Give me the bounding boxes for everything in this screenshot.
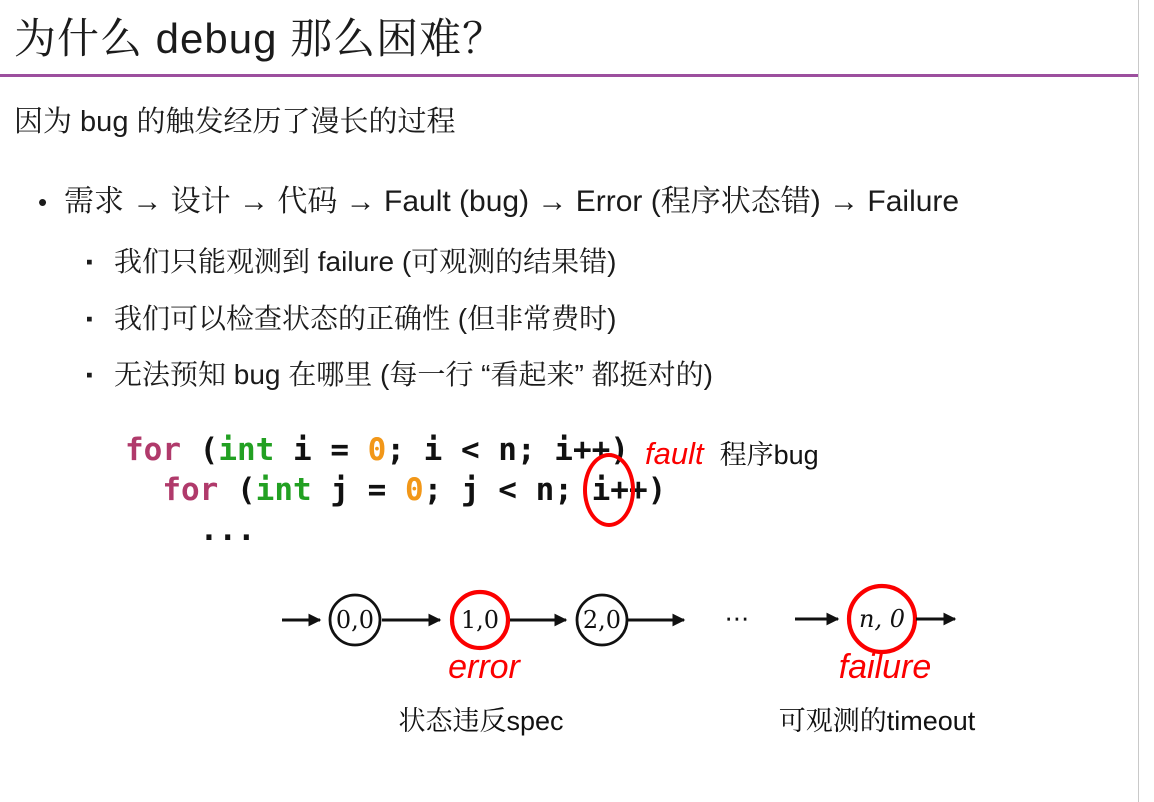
fault-caption: 程序bug bbox=[719, 440, 819, 470]
code-token: j = bbox=[311, 472, 405, 508]
state-node-label: n, 0 bbox=[859, 605, 905, 633]
sub-bullet-text: 无法预知 bug 在哪里 (每一行 “看起来” 都挺对的) bbox=[114, 359, 713, 390]
code-token: int bbox=[255, 472, 312, 508]
square-bullet-icon: ▪ bbox=[86, 252, 93, 273]
error-caption: 状态违反spec bbox=[398, 706, 564, 736]
code-token: ( bbox=[181, 432, 219, 468]
fault-label: fault bbox=[645, 436, 704, 471]
sub-bullet-text: 我们可以检查状态的正确性 (但非常费时) bbox=[114, 303, 617, 334]
code-token: int bbox=[218, 432, 275, 468]
failure-caption: 可观测的timeout bbox=[778, 706, 976, 736]
state-node-label: 1,0 bbox=[460, 606, 500, 634]
ellipsis-text: ⋯ bbox=[724, 604, 750, 633]
code-token: ... bbox=[125, 512, 256, 548]
failure-label: failure bbox=[838, 648, 932, 686]
error-label: error bbox=[448, 648, 520, 686]
code-line bbox=[125, 430, 666, 470]
square-bullet-icon: ▪ bbox=[86, 365, 93, 386]
intro-text: 因为 bug 的触发经历了漫长的过程 bbox=[14, 106, 456, 138]
right-edge-divider bbox=[1138, 0, 1139, 802]
sub-bullet-item bbox=[86, 240, 616, 280]
state-node-label: 2,0 bbox=[582, 606, 622, 634]
title-underline bbox=[0, 74, 1139, 77]
fault-annotation bbox=[645, 433, 819, 472]
code-token: for bbox=[162, 472, 219, 508]
code-token: 0 bbox=[404, 472, 424, 508]
bullet-item bbox=[38, 176, 959, 220]
sub-bullet-item bbox=[86, 297, 616, 337]
code-token: for bbox=[125, 432, 181, 468]
bullet-dot-icon: • bbox=[38, 187, 48, 217]
square-bullet-icon: ▪ bbox=[86, 309, 93, 330]
sub-bullet-text: 我们只能观测到 failure (可观测的结果错) bbox=[114, 246, 617, 277]
bullet-text: 需求 → 设计 → 代码 → Fault (bug) → Error (程序状态错) → Failure bbox=[64, 185, 960, 218]
code-token: ; i < n; i++) bbox=[386, 432, 629, 468]
code-line bbox=[125, 510, 666, 550]
code-token bbox=[125, 472, 162, 508]
code-token: ; j < n; i++) bbox=[423, 472, 667, 508]
code-token: i = bbox=[274, 432, 368, 468]
page-title: 为什么 debug 那么困难？ bbox=[14, 15, 506, 62]
code-token: ( bbox=[218, 472, 256, 508]
sub-bullet-item bbox=[86, 353, 713, 393]
bug-highlight-circle bbox=[583, 453, 635, 527]
state-node-label: 0,0 bbox=[335, 606, 375, 634]
code-token: 0 bbox=[367, 432, 387, 468]
